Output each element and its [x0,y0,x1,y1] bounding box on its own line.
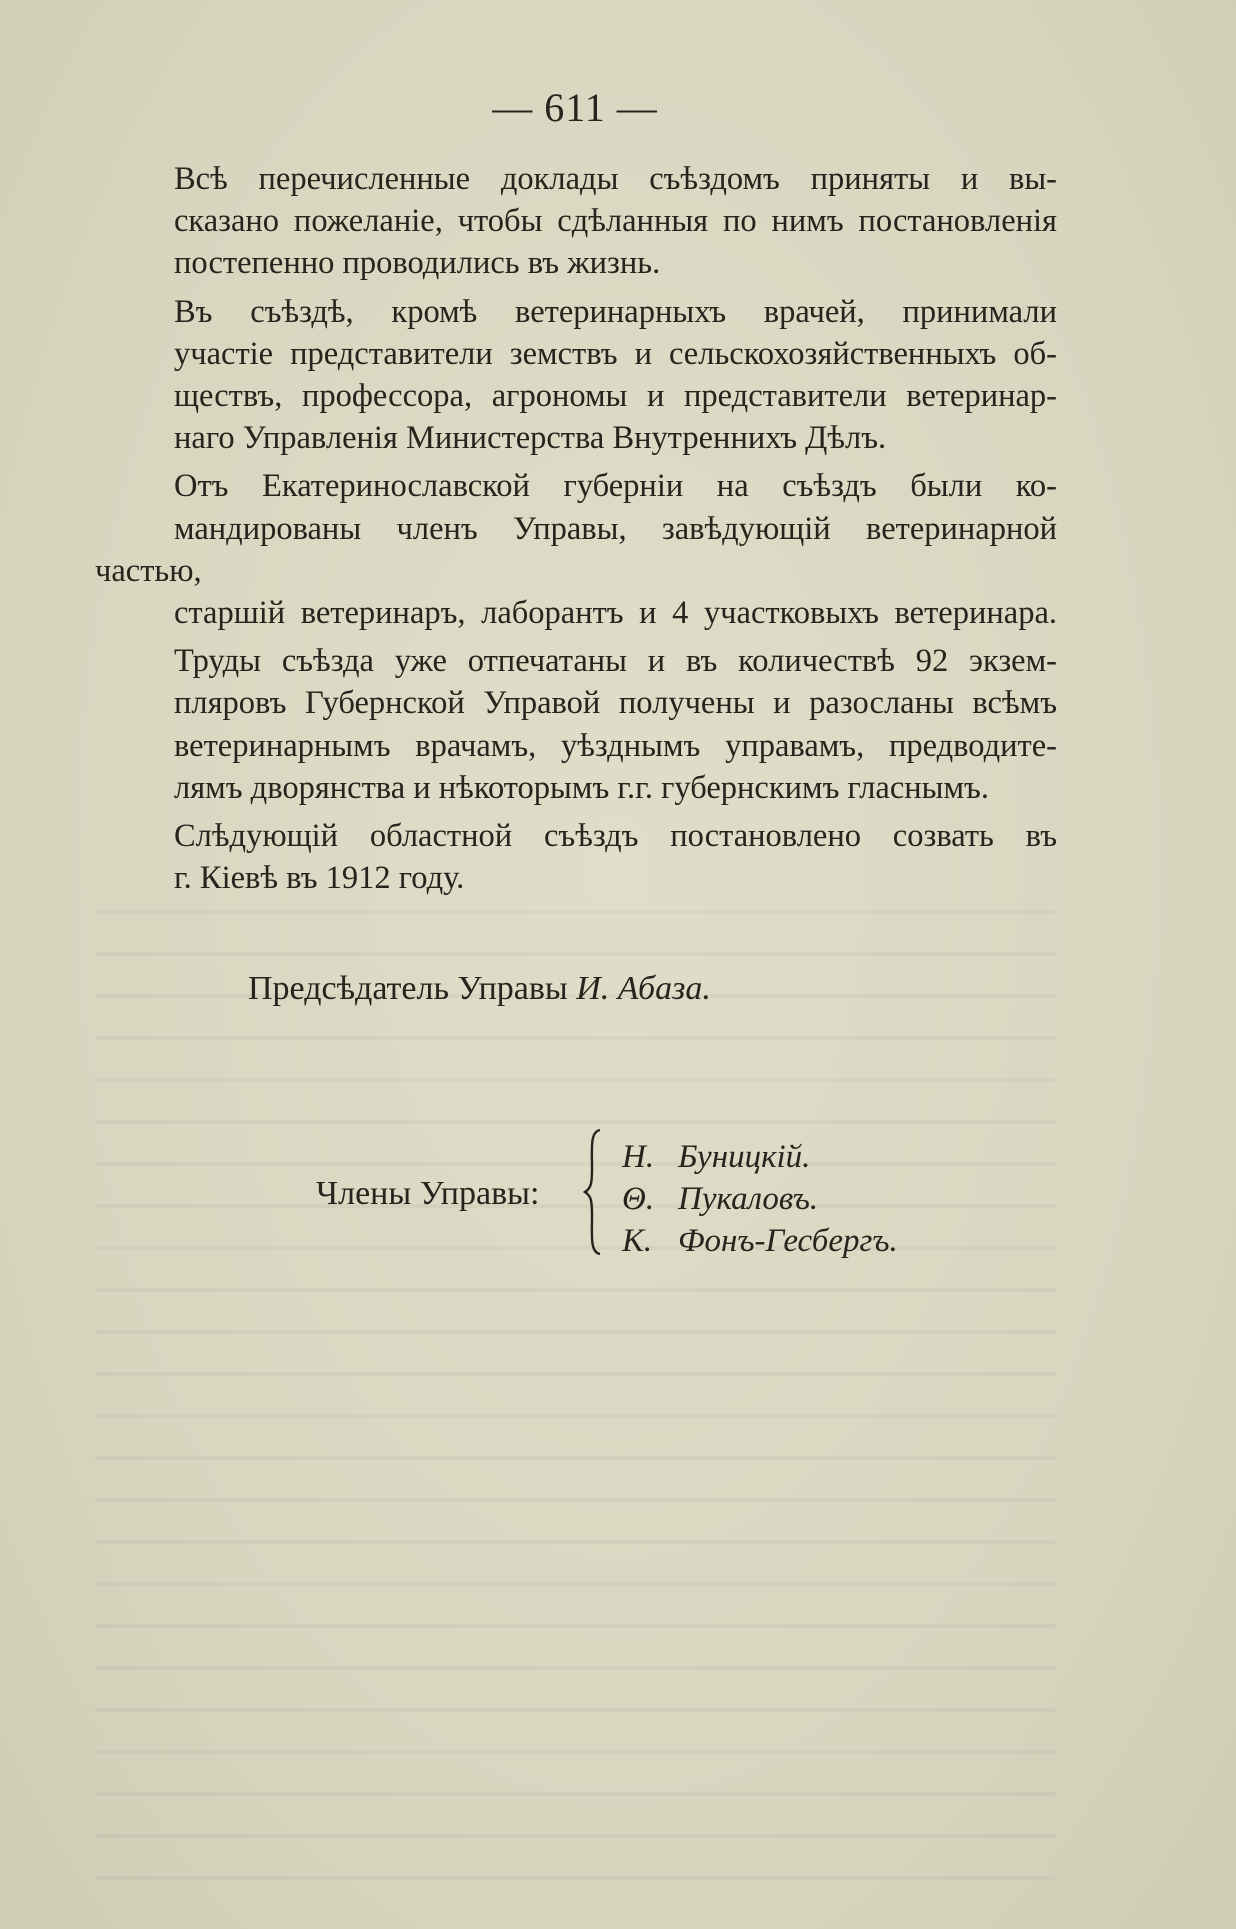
members-list [622,1136,898,1262]
members-label: Члены Управы: [316,1175,540,1212]
text-line: Въ съѣздѣ, кромѣ ветеринарныхъ врачей, принимали [174,293,1057,330]
text-line: ществъ, профессора, агрономы и представители ветеринар- [174,378,1057,415]
body-text [95,158,1057,905]
text-line: г. Кіевѣ въ 1912 году. [174,860,465,897]
member-initial: Θ. [622,1181,655,1217]
member-entry [622,1178,898,1220]
page-number: — 611 — [492,85,658,130]
paragraph-1 [95,158,1057,285]
bleed-through-texture [95,880,1055,1880]
member-initial: Н. [622,1139,655,1175]
text-line: постепенно проводились въ жизнь. [174,245,661,282]
chairman-signature [248,970,711,1008]
member-entry [622,1136,898,1178]
text-line: Отъ Екатеринославской губерніи на съѣздъ были ко- [174,468,1057,505]
member-surname: Пукаловъ. [678,1181,819,1217]
text-line: мандированы членъ Управы, завѣдующій ветеринарной частью, [95,510,1057,589]
member-initial: К. [622,1223,653,1259]
text-line: старшій ветеринаръ, лаборантъ и 4 участковыхъ ветеринара. [174,595,1057,632]
paragraph-2 [95,291,1057,460]
text-line: наго Управленія Министерства Внутреннихъ Дѣлъ. [174,420,887,457]
paragraph-5 [95,815,1057,899]
paragraph-4 [95,640,1057,809]
text-line: лямъ дворянства и нѣкоторымъ г.г. губернскимъ гласнымъ. [174,769,989,806]
curly-brace-icon [582,1128,604,1256]
member-surname: Буницкій. [678,1139,811,1175]
paragraph-3 [95,465,1057,634]
text-line: ветеринарнымъ врачамъ, уѣзднымъ управамъ, предводите- [174,727,1057,764]
chairman-title: Предсѣдатель Управы [248,970,568,1007]
text-line: Труды съѣзда уже отпечатаны и въ количествѣ 92 экзем- [174,643,1057,680]
chairman-name: И. Абаза. [576,970,711,1007]
text-line: Слѣдующій областной съѣздъ постановлено созвать въ [174,818,1057,855]
text-line: Всѣ перечисленные доклады съѣздомъ приняты и вы- [174,161,1057,197]
text-line: участіе представители земствъ и сельскохозяйственныхъ об- [174,335,1057,372]
text-line: сказано пожеланіе, чтобы сдѣланныя по нимъ постановленія [174,203,1057,240]
text-line: пляровъ Губернской Управой получены и разосланы всѣмъ [174,685,1057,722]
member-surname: Фонъ-Гесбергъ. [678,1223,898,1259]
member-entry [622,1220,898,1262]
